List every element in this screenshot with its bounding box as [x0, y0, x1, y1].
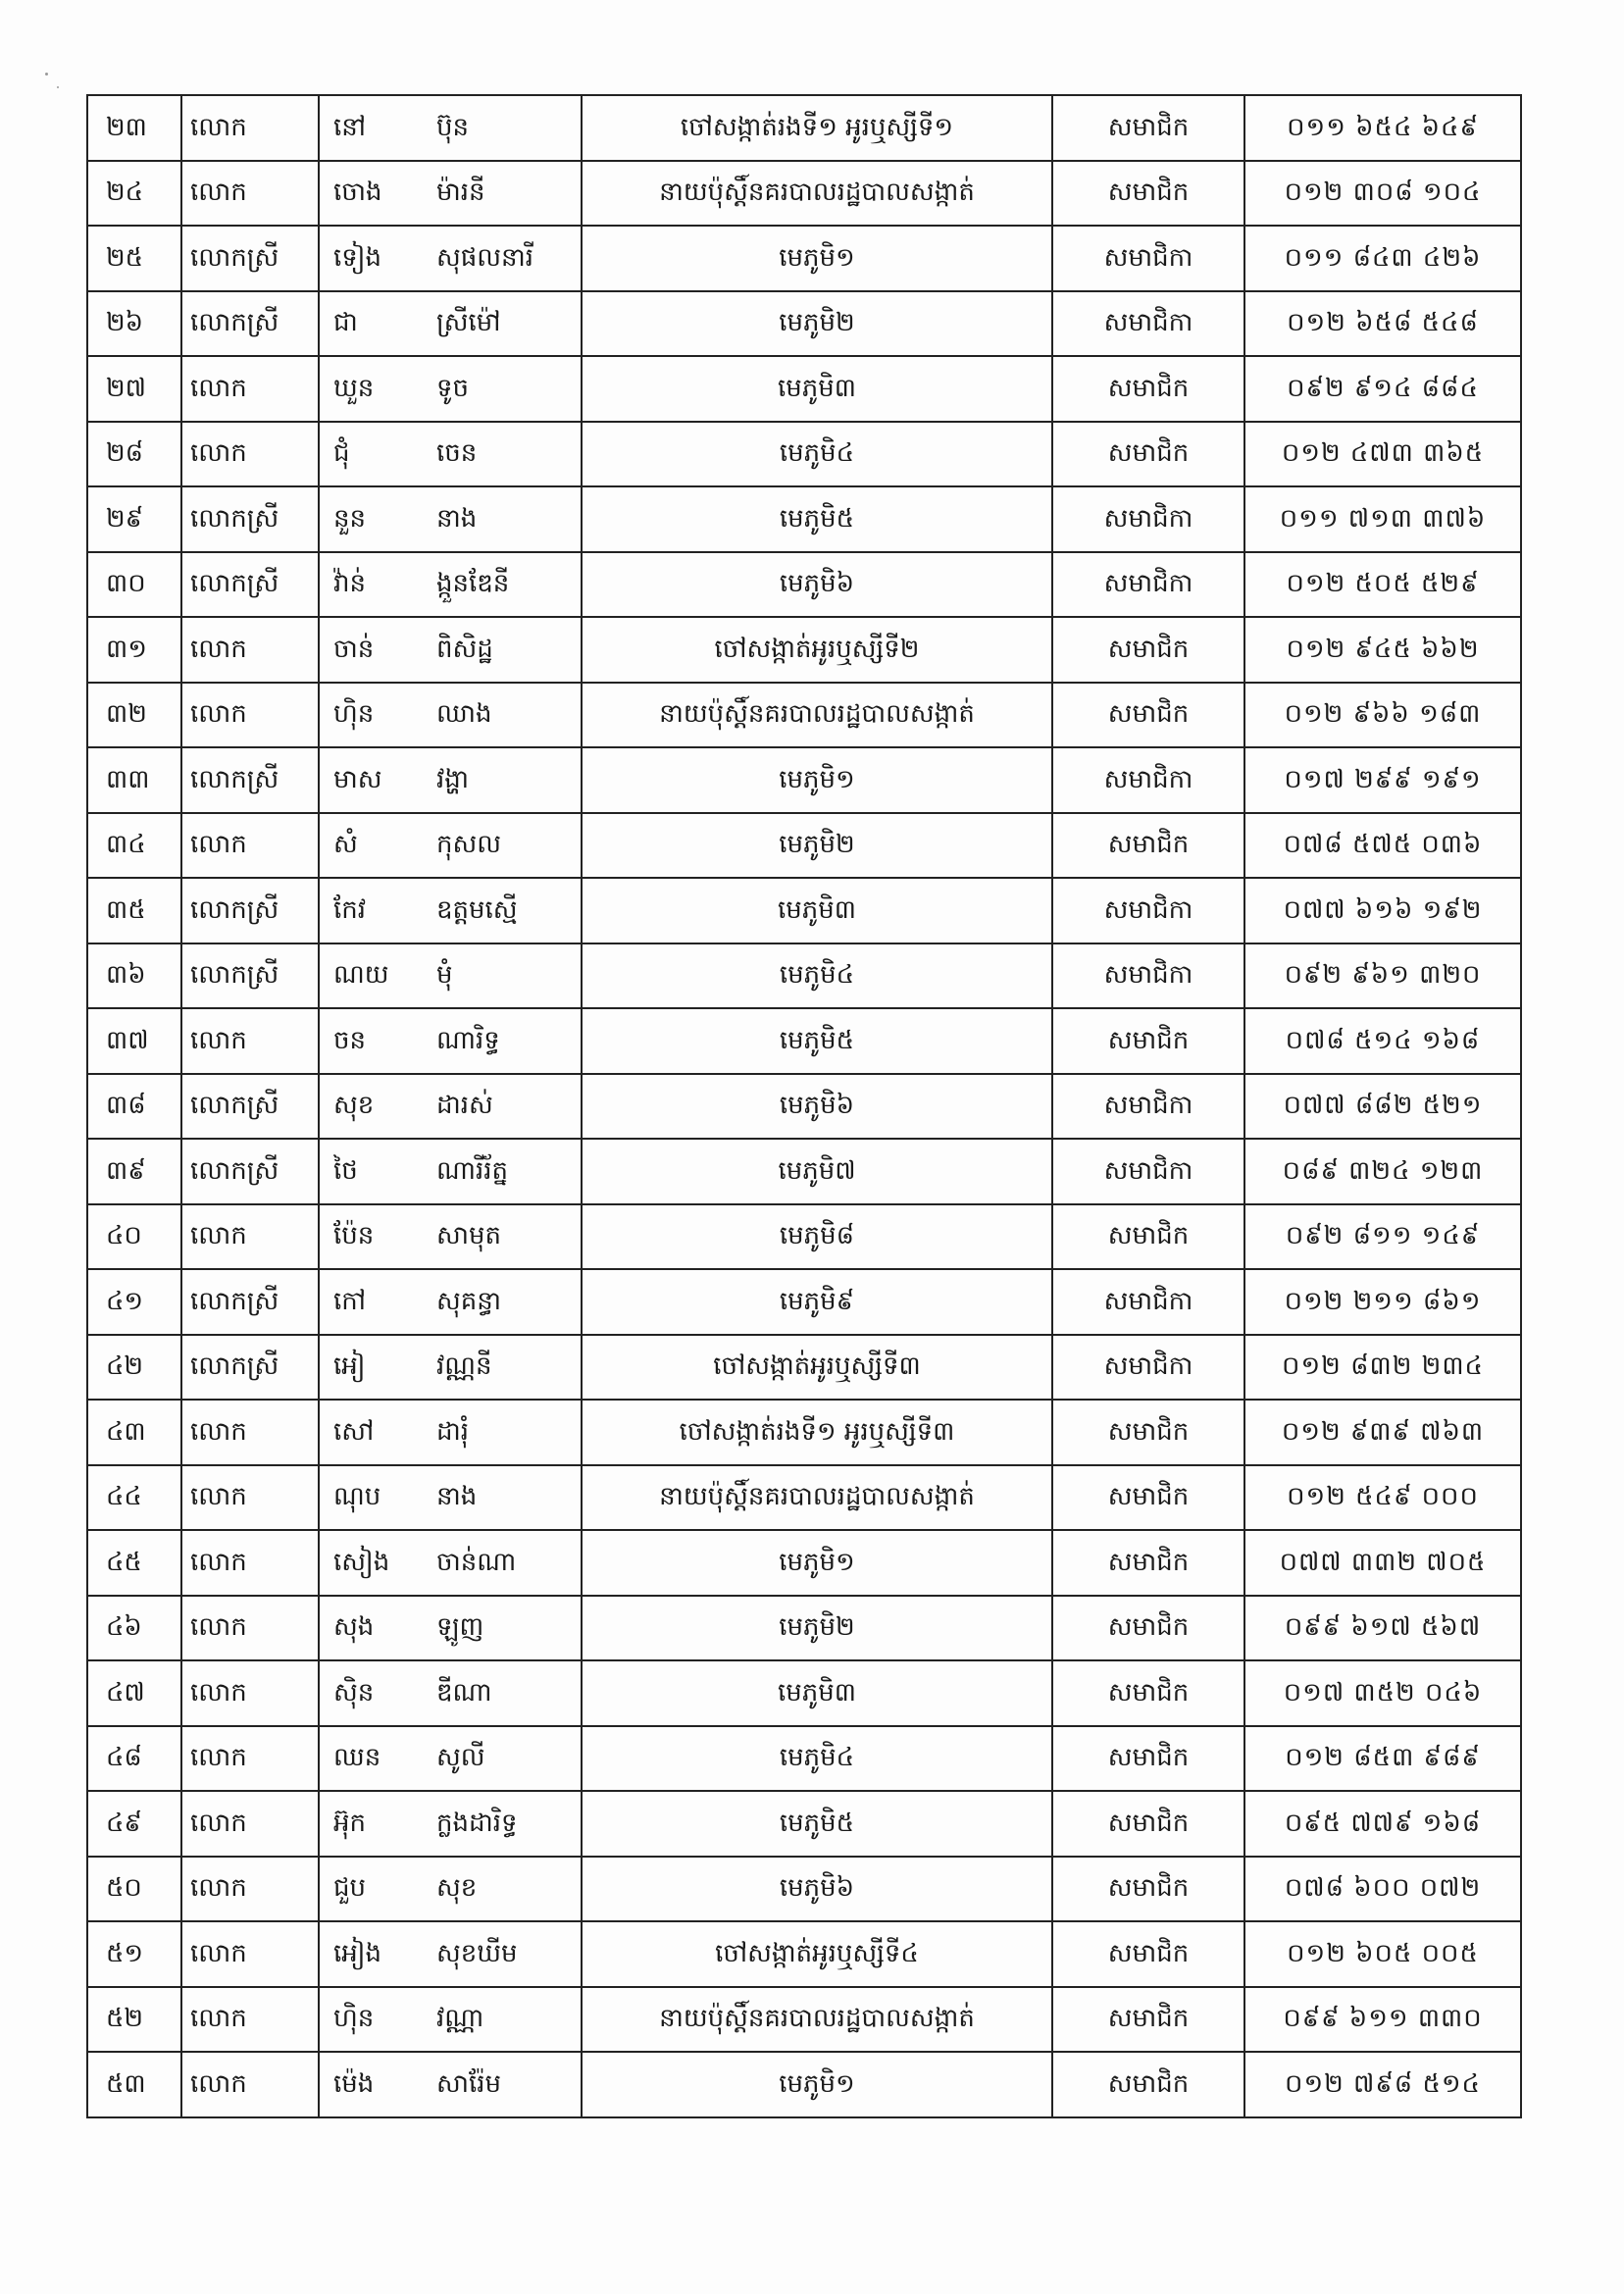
row-number-cell: ៥៣ — [87, 2052, 181, 2117]
honorific-cell: លោក — [181, 1008, 319, 1074]
row-number-cell: ២៤ — [87, 161, 181, 227]
honorific-cell: លោក — [181, 1921, 319, 1987]
position-cell: មេភូមិ៨ — [582, 1204, 1052, 1270]
phone-number-cell: ០១១ ៨៤៣ ៤២៦ — [1244, 226, 1521, 291]
row-number-cell: ៥១ — [87, 1921, 181, 1987]
given-name-cell: វណ្ណា — [429, 1987, 582, 2053]
given-name-cell: នាង — [429, 486, 582, 552]
position-cell: មេភូមិ៦ — [582, 1857, 1052, 1922]
phone-number-cell: ០៧៨ ៦០០ ០៧២ — [1244, 1857, 1521, 1922]
given-name-cell: សូលី — [429, 1726, 582, 1792]
phone-number-cell: ០៩២ ៩១៤ ៨៨៤ — [1244, 356, 1521, 422]
role-cell: សមាជិក — [1052, 1726, 1244, 1792]
role-cell: សមាជិក — [1052, 2052, 1244, 2117]
table-row — [87, 1660, 1521, 1726]
roster-body — [87, 95, 1521, 2117]
table-row — [87, 813, 1521, 879]
honorific-cell: លោក — [181, 2052, 319, 2117]
honorific-cell: លោក — [181, 1465, 319, 1531]
table-row — [87, 291, 1521, 357]
position-cell: មេភូមិ៦ — [582, 552, 1052, 618]
role-cell: សមាជិក — [1052, 422, 1244, 487]
given-name-cell: ចាន់ណា — [429, 1530, 582, 1596]
row-number-cell: ២៨ — [87, 422, 181, 487]
row-number-cell: ២៣ — [87, 95, 181, 161]
honorific-cell: លោក — [181, 1400, 319, 1465]
role-cell: សមាជិក — [1052, 356, 1244, 422]
row-number-cell: ៣៩ — [87, 1139, 181, 1204]
role-cell: សមាជិក — [1052, 1400, 1244, 1465]
table-row — [87, 617, 1521, 683]
position-cell: មេភូមិ២ — [582, 1596, 1052, 1661]
honorific-cell: លោកស្រី — [181, 878, 319, 943]
surname-cell: អ៊ុក — [319, 1791, 429, 1857]
given-name-cell: ទូច — [429, 356, 582, 422]
phone-number-cell: ០៧៨ ៥១៤ ១៦៨ — [1244, 1008, 1521, 1074]
surname-cell: សៅ — [319, 1400, 429, 1465]
role-cell: សមាជិក — [1052, 1660, 1244, 1726]
honorific-cell: លោក — [181, 813, 319, 879]
surname-cell: ឃួន — [319, 356, 429, 422]
role-cell: សមាជិកា — [1052, 1335, 1244, 1401]
role-cell: សមាជិកា — [1052, 1139, 1244, 1204]
position-cell: មេភូមិ៥ — [582, 1008, 1052, 1074]
row-number-cell: ៥០ — [87, 1857, 181, 1922]
honorific-cell: លោកស្រី — [181, 1335, 319, 1401]
row-number-cell: ៤២ — [87, 1335, 181, 1401]
table-row — [87, 1987, 1521, 2053]
honorific-cell: លោក — [181, 161, 319, 227]
position-cell: មេភូមិ៥ — [582, 486, 1052, 552]
surname-cell: កែវ — [319, 878, 429, 943]
surname-cell: អៀ — [319, 1335, 429, 1401]
honorific-cell: លោក — [181, 683, 319, 748]
role-cell: សមាជិក — [1052, 617, 1244, 683]
given-name-cell: សាមុត — [429, 1204, 582, 1270]
phone-number-cell: ០១២ ៨៣២ ២៣៤ — [1244, 1335, 1521, 1401]
given-name-cell: ប៊ុន — [429, 95, 582, 161]
given-name-cell: សុផលនារី — [429, 226, 582, 291]
phone-number-cell: ០១២ ៤៧៣ ៣៦៥ — [1244, 422, 1521, 487]
position-cell: មេភូមិ៤ — [582, 943, 1052, 1009]
position-cell: ចៅសង្កាត់រងទី១ អូរឬស្សីទី៣ — [582, 1400, 1052, 1465]
surname-cell: ចន — [319, 1008, 429, 1074]
position-cell: ចៅសង្កាត់អូរឬស្សីទី៤ — [582, 1921, 1052, 1987]
phone-number-cell: ០១២ ៩៣៩ ៧៦៣ — [1244, 1400, 1521, 1465]
honorific-cell: លោក — [181, 1530, 319, 1596]
role-cell: សមាជិក — [1052, 1596, 1244, 1661]
scan-speck — [45, 73, 48, 76]
honorific-cell: លោក — [181, 1596, 319, 1661]
role-cell: សមាជិក — [1052, 1204, 1244, 1270]
surname-cell: មាស — [319, 747, 429, 813]
role-cell: សមាជិក — [1052, 683, 1244, 748]
honorific-cell: លោក — [181, 617, 319, 683]
role-cell: សមាជិកា — [1052, 1269, 1244, 1335]
phone-number-cell: ០១២ ២១១ ៨៦១ — [1244, 1269, 1521, 1335]
phone-number-cell: ០៩៥ ៧៧៩ ១៦៨ — [1244, 1791, 1521, 1857]
phone-number-cell: ០៧៧ ៦១៦ ១៩២ — [1244, 878, 1521, 943]
role-cell: សមាជិកា — [1052, 878, 1244, 943]
phone-number-cell: ០១១ ៧១៣ ៣៧៦ — [1244, 486, 1521, 552]
honorific-cell: លោក — [181, 95, 319, 161]
table-row — [87, 1400, 1521, 1465]
row-number-cell: ៤៣ — [87, 1400, 181, 1465]
surname-cell: ណយ — [319, 943, 429, 1009]
surname-cell: អៀង — [319, 1921, 429, 1987]
honorific-cell: លោកស្រី — [181, 1139, 319, 1204]
position-cell: មេភូមិ៤ — [582, 422, 1052, 487]
surname-cell: ចាន់ — [319, 617, 429, 683]
table-row — [87, 1204, 1521, 1270]
table-row — [87, 878, 1521, 943]
row-number-cell: ៤៩ — [87, 1791, 181, 1857]
given-name-cell: មុំ — [429, 943, 582, 1009]
table-row — [87, 1921, 1521, 1987]
position-cell: នាយប៉ុស្តិ៍នគរបាលរដ្ឋបាលសង្កាត់ — [582, 1987, 1052, 2053]
table-row — [87, 552, 1521, 618]
given-name-cell: ចេន — [429, 422, 582, 487]
position-cell: ចៅសង្កាត់រងទី១ អូរឬស្សីទី១ — [582, 95, 1052, 161]
position-cell: មេភូមិ៣ — [582, 1660, 1052, 1726]
surname-cell: ប៉ែន — [319, 1204, 429, 1270]
table-row — [87, 1596, 1521, 1661]
role-cell: សមាជិក — [1052, 1530, 1244, 1596]
surname-cell: សំ — [319, 813, 429, 879]
honorific-cell: លោក — [181, 422, 319, 487]
honorific-cell: លោកស្រី — [181, 1269, 319, 1335]
given-name-cell: នាង — [429, 1465, 582, 1531]
honorific-cell: លោកស្រី — [181, 552, 319, 618]
phone-number-cell: ០១២ ៧៩៨ ៥១៤ — [1244, 2052, 1521, 2117]
phone-number-cell: ០១២ ៣០៨ ១០៤ — [1244, 161, 1521, 227]
surname-cell: ចោង — [319, 161, 429, 227]
role-cell: សមាជិក — [1052, 813, 1244, 879]
surname-cell: សុខ — [319, 1074, 429, 1140]
role-cell: សមាជិក — [1052, 1008, 1244, 1074]
table-row — [87, 1269, 1521, 1335]
surname-cell: ហ៊ិន — [319, 1987, 429, 2053]
row-number-cell: ៣៧ — [87, 1008, 181, 1074]
position-cell: នាយប៉ុស្តិ៍នគរបាលរដ្ឋបាលសង្កាត់ — [582, 1465, 1052, 1531]
position-cell: មេភូមិ៣ — [582, 356, 1052, 422]
position-cell: មេភូមិ៧ — [582, 1139, 1052, 1204]
role-cell: សមាជិកា — [1052, 1074, 1244, 1140]
phone-number-cell: ០៧៨ ៥៧៥ ០៣៦ — [1244, 813, 1521, 879]
given-name-cell: វណ្ណនី — [429, 1335, 582, 1401]
row-number-cell: ២៩ — [87, 486, 181, 552]
row-number-cell: ២៥ — [87, 226, 181, 291]
phone-number-cell: ០៧៧ ៣៣២ ៧០៥ — [1244, 1530, 1521, 1596]
surname-cell: ឈន — [319, 1726, 429, 1792]
row-number-cell: ៤០ — [87, 1204, 181, 1270]
phone-number-cell: ០១២ ៦៥៨ ៥៤៨ — [1244, 291, 1521, 357]
position-cell: នាយប៉ុស្តិ៍នគរបាលរដ្ឋបាលសង្កាត់ — [582, 161, 1052, 227]
member-roster-table — [86, 94, 1522, 2118]
surname-cell: ស៊ិន — [319, 1660, 429, 1726]
surname-cell: វ៉ាន់ — [319, 552, 429, 618]
surname-cell: ថៃ — [319, 1139, 429, 1204]
table-row — [87, 1074, 1521, 1140]
honorific-cell: លោក — [181, 1987, 319, 2053]
position-cell: មេភូមិ៤ — [582, 1726, 1052, 1792]
given-name-cell: ពិសិដ្ឋ — [429, 617, 582, 683]
surname-cell: ទៀង — [319, 226, 429, 291]
table-row — [87, 226, 1521, 291]
role-cell: សមាជិកា — [1052, 943, 1244, 1009]
phone-number-cell: ០៩៩ ៦១៧ ៥៦៧ — [1244, 1596, 1521, 1661]
surname-cell: ម៉េង — [319, 2052, 429, 2117]
table-row — [87, 486, 1521, 552]
honorific-cell: លោកស្រី — [181, 486, 319, 552]
phone-number-cell: ០១២ ៨៥៣ ៩៨៩ — [1244, 1726, 1521, 1792]
given-name-cell: ណារិទ្ធ — [429, 1008, 582, 1074]
table-row — [87, 683, 1521, 748]
position-cell: មេភូមិ៦ — [582, 1074, 1052, 1140]
table-row — [87, 2052, 1521, 2117]
given-name-cell: សារ៉ែម — [429, 2052, 582, 2117]
given-name-cell: សុខឃីម — [429, 1921, 582, 1987]
phone-number-cell: ០១២ ៥៤៩ ០០០ — [1244, 1465, 1521, 1531]
table-row — [87, 747, 1521, 813]
position-cell: មេភូមិ៥ — [582, 1791, 1052, 1857]
surname-cell: ជុំ — [319, 422, 429, 487]
honorific-cell: លោកស្រី — [181, 943, 319, 1009]
given-name-cell: ដារស់ — [429, 1074, 582, 1140]
table-row — [87, 1726, 1521, 1792]
role-cell: សមាជិក — [1052, 1987, 1244, 2053]
surname-cell: ជួប — [319, 1857, 429, 1922]
row-number-cell: ៤៦ — [87, 1596, 181, 1661]
honorific-cell: លោក — [181, 1204, 319, 1270]
role-cell: សមាជិកា — [1052, 747, 1244, 813]
table-row — [87, 1857, 1521, 1922]
honorific-cell: លោកស្រី — [181, 291, 319, 357]
row-number-cell: ៣១ — [87, 617, 181, 683]
phone-number-cell: ០១២ ៩៦៦ ១៨៣ — [1244, 683, 1521, 748]
honorific-cell: លោក — [181, 356, 319, 422]
role-cell: សមាជិក — [1052, 1791, 1244, 1857]
row-number-cell: ៥២ — [87, 1987, 181, 2053]
given-name-cell: ស្រីម៉ៅ — [429, 291, 582, 357]
row-number-cell: ៣៨ — [87, 1074, 181, 1140]
table-row — [87, 1139, 1521, 1204]
role-cell: សមាជិកា — [1052, 291, 1244, 357]
phone-number-cell: ០៩៩ ៦១១ ៣៣០ — [1244, 1987, 1521, 2053]
table-row — [87, 1530, 1521, 1596]
table-row — [87, 356, 1521, 422]
row-number-cell: ៣៤ — [87, 813, 181, 879]
scan-speck — [57, 86, 59, 88]
given-name-cell: ឡូញ — [429, 1596, 582, 1661]
phone-number-cell: ០១២ ៩៤៥ ៦៦២ — [1244, 617, 1521, 683]
honorific-cell: លោក — [181, 1857, 319, 1922]
phone-number-cell: ០៨៩ ៣២៤ ១២៣ — [1244, 1139, 1521, 1204]
role-cell: សមាជិកា — [1052, 226, 1244, 291]
given-name-cell: សុគន្ធា — [429, 1269, 582, 1335]
surname-cell: ណុប — [319, 1465, 429, 1531]
phone-number-cell: ០១១ ៦៥៤ ៦៤៩ — [1244, 95, 1521, 161]
table-row — [87, 1335, 1521, 1401]
row-number-cell: ៣៣ — [87, 747, 181, 813]
honorific-cell: លោក — [181, 1726, 319, 1792]
table-row — [87, 1008, 1521, 1074]
given-name-cell: ឧត្តមស្មើ — [429, 878, 582, 943]
given-name-cell: វង្ហា — [429, 747, 582, 813]
position-cell: មេភូមិ១ — [582, 2052, 1052, 2117]
phone-number-cell: ០៩២ ៩៦១ ៣២០ — [1244, 943, 1521, 1009]
row-number-cell: ៣២ — [87, 683, 181, 748]
honorific-cell: លោកស្រី — [181, 747, 319, 813]
role-cell: សមាជិក — [1052, 161, 1244, 227]
row-number-cell: ២៧ — [87, 356, 181, 422]
phone-number-cell: ០១៧ ២៩៩ ១៩១ — [1244, 747, 1521, 813]
given-name-cell: ម៉ារនី — [429, 161, 582, 227]
surname-cell: សុង — [319, 1596, 429, 1661]
honorific-cell: លោក — [181, 1791, 319, 1857]
position-cell: មេភូមិ២ — [582, 291, 1052, 357]
role-cell: សមាជិកា — [1052, 486, 1244, 552]
row-number-cell: ២៦ — [87, 291, 181, 357]
surname-cell: កៅ — [319, 1269, 429, 1335]
position-cell: មេភូមិ៣ — [582, 878, 1052, 943]
phone-number-cell: ០១២ ៦០៥ ០០៥ — [1244, 1921, 1521, 1987]
row-number-cell: ៤១ — [87, 1269, 181, 1335]
surname-cell: ជា — [319, 291, 429, 357]
position-cell: មេភូមិ១ — [582, 747, 1052, 813]
given-name-cell: ណារីរ័ត្ន — [429, 1139, 582, 1204]
position-cell: ចៅសង្កាត់អូរឬស្សីទី៣ — [582, 1335, 1052, 1401]
position-cell: នាយប៉ុស្តិ៍នគរបាលរដ្ឋបាលសង្កាត់ — [582, 683, 1052, 748]
given-name-cell: ឈាង — [429, 683, 582, 748]
role-cell: សមាជិក — [1052, 1857, 1244, 1922]
table-row — [87, 161, 1521, 227]
given-name-cell: កុសល — [429, 813, 582, 879]
phone-number-cell: ០១៧ ៣៥២ ០៤៦ — [1244, 1660, 1521, 1726]
given-name-cell: សុខ — [429, 1857, 582, 1922]
role-cell: សមាជិកា — [1052, 552, 1244, 618]
surname-cell: សៀង — [319, 1530, 429, 1596]
row-number-cell: ៤៤ — [87, 1465, 181, 1531]
phone-number-cell: ០១២ ៥០៥ ៥២៩ — [1244, 552, 1521, 618]
surname-cell: នួន — [319, 486, 429, 552]
role-cell: សមាជិក — [1052, 1921, 1244, 1987]
surname-cell: ហ៊ិន — [319, 683, 429, 748]
surname-cell: នៅ — [319, 95, 429, 161]
phone-number-cell: ០៩២ ៨១១ ១៤៩ — [1244, 1204, 1521, 1270]
row-number-cell: ៣៥ — [87, 878, 181, 943]
honorific-cell: លោកស្រី — [181, 1074, 319, 1140]
table-row — [87, 1465, 1521, 1531]
row-number-cell: ៣០ — [87, 552, 181, 618]
position-cell: មេភូមិ២ — [582, 813, 1052, 879]
table-row — [87, 422, 1521, 487]
role-cell: សមាជិក — [1052, 1465, 1244, 1531]
table-row — [87, 95, 1521, 161]
position-cell: មេភូមិ១ — [582, 1530, 1052, 1596]
given-name-cell: ង្កួនឌែនី — [429, 552, 582, 618]
row-number-cell: ៤៧ — [87, 1660, 181, 1726]
table-row — [87, 1791, 1521, 1857]
honorific-cell: លោក — [181, 1660, 319, 1726]
row-number-cell: ៣៦ — [87, 943, 181, 1009]
role-cell: សមាជិក — [1052, 95, 1244, 161]
row-number-cell: ៤៨ — [87, 1726, 181, 1792]
phone-number-cell: ០៧៧ ៨៨២ ៥២១ — [1244, 1074, 1521, 1140]
position-cell: មេភូមិ១ — [582, 226, 1052, 291]
honorific-cell: លោកស្រី — [181, 226, 319, 291]
position-cell: មេភូមិ៩ — [582, 1269, 1052, 1335]
table-row — [87, 943, 1521, 1009]
given-name-cell: ក្លងដារិទ្ធ — [429, 1791, 582, 1857]
position-cell: ចៅសង្កាត់អូរឬស្សីទី២ — [582, 617, 1052, 683]
given-name-cell: ដារុំ — [429, 1400, 582, 1465]
given-name-cell: ឌីណា — [429, 1660, 582, 1726]
row-number-cell: ៤៥ — [87, 1530, 181, 1596]
